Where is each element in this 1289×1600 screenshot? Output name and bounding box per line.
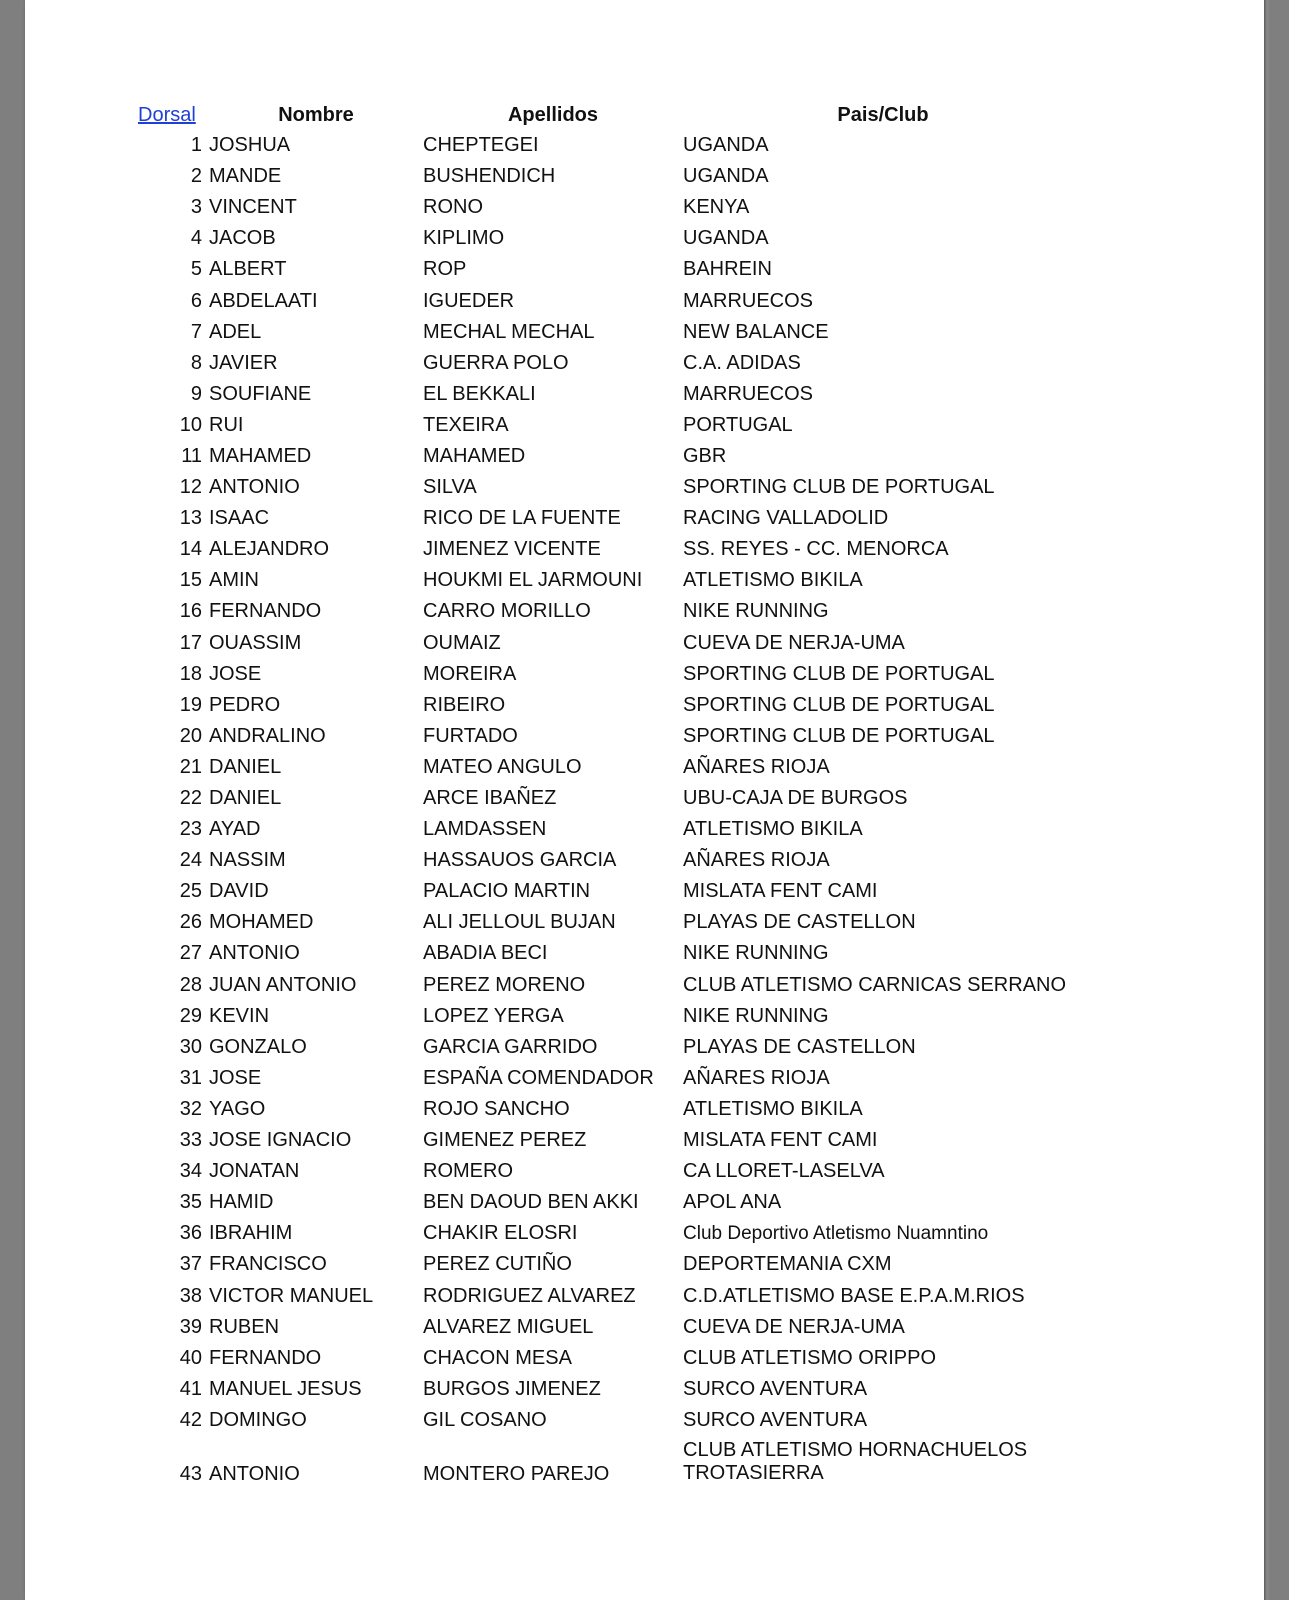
- table-row: [138, 1280, 1083, 1311]
- apellidos-cell: PEREZ CUTIÑO: [423, 1253, 572, 1276]
- nombre-cell: SOUFIANE: [209, 382, 312, 405]
- club-cell: ATLETISMO BIKILA: [683, 1097, 863, 1120]
- table-row: [138, 1218, 1083, 1249]
- table-row: [138, 1094, 1083, 1125]
- table-row: [138, 1032, 1083, 1063]
- table-row: [138, 379, 1083, 410]
- dorsal-cell: 7: [190, 320, 202, 343]
- club-cell: CLUB ATLETISMO ORIPPO: [683, 1346, 937, 1369]
- club-cell: CLUB ATLETISMO HORNACHUELOS TROTASIERRA: [683, 1438, 1028, 1484]
- nombre-cell: GONZALO: [209, 1035, 307, 1058]
- nombre-cell: VINCENT: [209, 196, 297, 219]
- table-row: [138, 130, 1083, 161]
- club-cell: NIKE RUNNING: [683, 1004, 829, 1027]
- nombre-cell: MANUEL JESUS: [209, 1377, 362, 1400]
- table-row: [138, 410, 1083, 441]
- apellidos-cell: MONTERO PAREJO: [423, 1462, 610, 1485]
- club-cell: ATLETISMO BIKILA: [683, 569, 863, 592]
- apellidos-cell: ARCE IBAÑEZ: [423, 787, 557, 810]
- club-cell: NIKE RUNNING: [683, 942, 829, 965]
- table-row: [138, 1405, 1083, 1436]
- dorsal-cell: 17: [179, 631, 202, 654]
- dorsal-cell: 25: [179, 880, 202, 903]
- nombre-cell: ANDRALINO: [209, 724, 326, 747]
- nombre-cell: AYAD: [209, 818, 261, 841]
- dorsal-cell: 39: [179, 1315, 202, 1338]
- nombre-cell: ADEL: [209, 320, 262, 343]
- dorsal-cell: 36: [179, 1222, 202, 1245]
- apellidos-cell: PEREZ MORENO: [423, 973, 586, 996]
- table-row: [138, 441, 1083, 472]
- apellidos-cell: KIPLIMO: [423, 227, 505, 250]
- nombre-cell: MOHAMED: [209, 911, 314, 934]
- apellidos-cell: ROJO SANCHO: [423, 1097, 570, 1120]
- nombre-cell: FERNANDO: [209, 600, 322, 623]
- column-header-pais-club: Pais/Club: [837, 103, 929, 126]
- nombre-cell: NASSIM: [209, 849, 286, 872]
- nombre-cell: JOSE: [209, 1066, 262, 1089]
- table-row: [138, 1156, 1083, 1187]
- nombre-cell: VICTOR MANUEL: [209, 1284, 374, 1307]
- dorsal-cell: 4: [190, 227, 202, 250]
- apellidos-cell: RONO: [423, 196, 483, 219]
- nombre-cell: JOSE IGNACIO: [209, 1129, 352, 1152]
- apellidos-cell: ABADIA BECI: [423, 942, 548, 965]
- club-cell: UGANDA: [683, 134, 769, 157]
- apellidos-cell: CHAKIR ELOSRI: [423, 1222, 578, 1245]
- dorsal-cell: 13: [179, 507, 202, 530]
- club-cell: UGANDA: [683, 165, 769, 188]
- club-cell: MARRUECOS: [683, 382, 814, 405]
- apellidos-cell: TEXEIRA: [423, 413, 509, 436]
- club-cell: NIKE RUNNING: [683, 600, 829, 623]
- table-body: [138, 130, 1083, 1488]
- club-cell: DEPORTEMANIA CXM: [683, 1253, 892, 1276]
- nombre-cell: JOSHUA: [209, 134, 291, 157]
- apellidos-cell: LOPEZ YERGA: [423, 1004, 564, 1027]
- apellidos-cell: CHEPTEGEI: [423, 134, 539, 157]
- table-row: [138, 1249, 1083, 1280]
- dorsal-cell: 6: [190, 289, 202, 312]
- dorsal-cell: 43: [179, 1462, 202, 1485]
- column-header-nombre: Nombre: [278, 103, 354, 126]
- table-row: [138, 938, 1083, 969]
- nombre-cell: OUASSIM: [209, 631, 302, 654]
- dorsal-cell: 19: [179, 693, 202, 716]
- apellidos-cell: ROP: [423, 258, 467, 281]
- apellidos-cell: PALACIO MARTIN: [423, 880, 591, 903]
- dorsal-cell: 31: [179, 1066, 202, 1089]
- club-cell: RACING VALLADOLID: [683, 507, 889, 530]
- nombre-cell: KEVIN: [209, 1004, 270, 1027]
- dorsal-cell: 35: [179, 1191, 202, 1214]
- column-header-apellidos: Apellidos: [507, 103, 598, 126]
- apellidos-cell: RODRIGUEZ ALVAREZ: [423, 1284, 636, 1307]
- dorsal-cell: 21: [179, 755, 202, 778]
- dorsal-cell: 40: [179, 1346, 202, 1369]
- nombre-cell: YAGO: [209, 1097, 266, 1120]
- apellidos-cell: BURGOS JIMENEZ: [423, 1377, 601, 1400]
- nombre-cell: AMIN: [209, 569, 259, 592]
- apellidos-cell: MATEO ANGULO: [423, 755, 582, 778]
- table-header-row: [138, 100, 1083, 130]
- nombre-cell: ANTONIO: [209, 476, 300, 499]
- nombre-cell: IBRAHIM: [209, 1222, 293, 1245]
- club-cell: SS. REYES - CC. MENORCA: [683, 538, 949, 561]
- club-cell: CUEVA DE NERJA-UMA: [683, 631, 905, 654]
- dorsal-cell: 8: [190, 351, 202, 374]
- table-row: [138, 1343, 1083, 1374]
- nombre-cell: DOMINGO: [209, 1408, 307, 1431]
- apellidos-cell: GIL COSANO: [423, 1408, 547, 1431]
- nombre-cell: JUAN ANTONIO: [209, 973, 357, 996]
- dorsal-cell: 10: [179, 413, 202, 436]
- dorsal-cell: 24: [179, 849, 202, 872]
- nombre-cell: JAVIER: [209, 351, 278, 374]
- nombre-cell: JOSE: [209, 662, 262, 685]
- table-row: [138, 254, 1083, 285]
- nombre-cell: ALEJANDRO: [209, 538, 330, 561]
- table-row: [138, 1001, 1083, 1032]
- dorsal-cell: 27: [179, 942, 202, 965]
- dorsal-sort-link[interactable]: Dorsal: [138, 103, 196, 126]
- apellidos-cell: RICO DE LA FUENTE: [423, 507, 621, 530]
- apellidos-cell: GIMENEZ PEREZ: [423, 1129, 587, 1152]
- club-cell: APOL ANA: [683, 1191, 782, 1214]
- table-row: [138, 628, 1083, 659]
- document-page: [25, 0, 1264, 1600]
- club-cell: PORTUGAL: [683, 413, 793, 436]
- club-cell: UBU-CAJA DE BURGOS: [683, 787, 908, 810]
- apellidos-cell: BEN DAOUD BEN AKKI: [423, 1191, 639, 1214]
- apellidos-cell: CHACON MESA: [423, 1346, 572, 1369]
- apellidos-cell: ALI JELLOUL BUJAN: [423, 911, 616, 934]
- apellidos-cell: MECHAL MECHAL: [423, 320, 595, 343]
- club-cell: ATLETISMO BIKILA: [683, 818, 863, 841]
- table-row: [138, 876, 1083, 907]
- apellidos-cell: OUMAIZ: [423, 631, 501, 654]
- table-row: [138, 1187, 1083, 1218]
- apellidos-cell: ESPAÑA COMENDADOR: [423, 1066, 654, 1089]
- club-cell: SPORTING CLUB DE PORTUGAL: [683, 662, 995, 685]
- dorsal-cell: 12: [179, 476, 202, 499]
- nombre-cell: RUI: [209, 413, 244, 436]
- club-cell: AÑARES RIOJA: [683, 755, 830, 778]
- apellidos-cell: ROMERO: [423, 1160, 513, 1183]
- club-cell: BAHREIN: [683, 258, 772, 281]
- table-row: [138, 752, 1083, 783]
- club-cell: MARRUECOS: [683, 289, 814, 312]
- dorsal-cell: 15: [179, 569, 202, 592]
- apellidos-cell: CARRO MORILLO: [423, 600, 591, 623]
- nombre-cell: ISAAC: [209, 507, 270, 530]
- club-cell: SPORTING CLUB DE PORTUGAL: [683, 724, 995, 747]
- table-row: [138, 472, 1083, 503]
- nombre-cell: MANDE: [209, 165, 282, 188]
- dorsal-cell: 30: [179, 1035, 202, 1058]
- table-row: [138, 1312, 1083, 1343]
- table-row: [138, 1125, 1083, 1156]
- table-row: [138, 690, 1083, 721]
- apellidos-cell: HASSAUOS GARCIA: [423, 849, 617, 872]
- table-row: [138, 1063, 1083, 1094]
- nombre-cell: PEDRO: [209, 693, 281, 716]
- dorsal-cell: 5: [190, 258, 202, 281]
- nombre-cell: RUBEN: [209, 1315, 280, 1338]
- apellidos-cell: GUERRA POLO: [423, 351, 569, 374]
- club-cell: CA LLORET-LASELVA: [683, 1160, 885, 1183]
- club-cell: SPORTING CLUB DE PORTUGAL: [683, 693, 995, 716]
- club-cell: AÑARES RIOJA: [683, 849, 830, 872]
- club-cell: CUEVA DE NERJA-UMA: [683, 1315, 905, 1338]
- dorsal-cell: 16: [179, 600, 202, 623]
- table-row: [138, 223, 1083, 254]
- apellidos-cell: SILVA: [423, 476, 477, 499]
- table-row: [138, 721, 1083, 752]
- dorsal-cell: 32: [179, 1097, 202, 1120]
- runners-table: [138, 100, 1083, 1488]
- nombre-cell: MAHAMED: [209, 444, 312, 467]
- club-cell: Club Deportivo Atletismo Nuamntino: [683, 1222, 989, 1244]
- dorsal-cell: 28: [179, 973, 202, 996]
- club-cell: NEW BALANCE: [683, 320, 829, 343]
- table-row: [138, 845, 1083, 876]
- viewer-edge: [1264, 0, 1289, 1600]
- nombre-cell: ALBERT: [209, 258, 287, 281]
- table-row: [138, 317, 1083, 348]
- apellidos-cell: RIBEIRO: [423, 693, 506, 716]
- club-cell: AÑARES RIOJA: [683, 1066, 830, 1089]
- club-cell: KENYA: [683, 196, 750, 219]
- dorsal-cell: 34: [179, 1160, 202, 1183]
- table-row: [138, 596, 1083, 627]
- club-cell: MISLATA FENT CAMI: [683, 1129, 878, 1152]
- apellidos-cell: EL BEKKALI: [423, 382, 536, 405]
- apellidos-cell: MOREIRA: [423, 662, 517, 685]
- club-cell: MISLATA FENT CAMI: [683, 880, 878, 903]
- nombre-cell: JONATAN: [209, 1160, 300, 1183]
- apellidos-cell: GARCIA GARRIDO: [423, 1035, 598, 1058]
- nombre-cell: JACOB: [209, 227, 276, 250]
- table-row: [138, 503, 1083, 534]
- apellidos-cell: FURTADO: [423, 724, 518, 747]
- apellidos-cell: ALVAREZ MIGUEL: [423, 1315, 594, 1338]
- club-cell: PLAYAS DE CASTELLON: [683, 911, 916, 934]
- table-row: [138, 814, 1083, 845]
- table-row: [138, 192, 1083, 223]
- club-cell: SURCO AVENTURA: [683, 1377, 868, 1400]
- nombre-cell: DAVID: [209, 880, 269, 903]
- table-row: [138, 348, 1083, 379]
- table-row: [138, 659, 1083, 690]
- table-row: [138, 161, 1083, 192]
- dorsal-cell: 20: [179, 724, 202, 747]
- club-cell: SPORTING CLUB DE PORTUGAL: [683, 476, 995, 499]
- dorsal-cell: 23: [179, 818, 202, 841]
- dorsal-cell: 42: [179, 1408, 202, 1431]
- dorsal-cell: 33: [179, 1129, 202, 1152]
- dorsal-cell: 11: [181, 444, 202, 467]
- column-header-dorsal[interactable]: [138, 100, 209, 130]
- apellidos-cell: LAMDASSEN: [423, 818, 547, 841]
- apellidos-cell: JIMENEZ VICENTE: [423, 538, 601, 561]
- dorsal-cell: 18: [179, 662, 202, 685]
- dorsal-cell: 41: [179, 1377, 202, 1400]
- nombre-cell: DANIEL: [209, 755, 282, 778]
- club-cell: SURCO AVENTURA: [683, 1408, 868, 1431]
- table-row: [138, 285, 1083, 316]
- club-cell: PLAYAS DE CASTELLON: [683, 1035, 916, 1058]
- table-row: [138, 970, 1083, 1001]
- club-cell: GBR: [683, 444, 727, 467]
- dorsal-cell: 9: [190, 382, 202, 405]
- nombre-cell: FRANCISCO: [209, 1253, 327, 1276]
- dorsal-cell: 22: [179, 787, 202, 810]
- club-cell: C.A. ADIDAS: [683, 351, 801, 374]
- table-row: [138, 907, 1083, 938]
- apellidos-cell: BUSHENDICH: [423, 165, 556, 188]
- dorsal-cell: 3: [190, 196, 202, 219]
- dorsal-cell: 26: [179, 911, 202, 934]
- dorsal-cell: 1: [190, 134, 202, 157]
- club-cell: UGANDA: [683, 227, 769, 250]
- nombre-cell: DANIEL: [209, 787, 282, 810]
- table-row: [138, 1436, 1083, 1488]
- dorsal-cell: 14: [179, 538, 202, 561]
- dorsal-cell: 2: [190, 165, 202, 188]
- table-row: [138, 565, 1083, 596]
- dorsal-cell: 38: [179, 1284, 202, 1307]
- table-row: [138, 1374, 1083, 1405]
- nombre-cell: ANTONIO: [209, 1462, 300, 1485]
- apellidos-cell: MAHAMED: [423, 444, 526, 467]
- dorsal-cell: 29: [179, 1004, 202, 1027]
- nombre-cell: ABDELAATI: [209, 289, 318, 312]
- table-row: [138, 534, 1083, 565]
- dorsal-cell: 37: [179, 1253, 202, 1276]
- club-cell: CLUB ATLETISMO CARNICAS SERRANO: [683, 973, 1067, 996]
- apellidos-cell: HOUKMI EL JARMOUNI: [423, 569, 643, 592]
- nombre-cell: HAMID: [209, 1191, 274, 1214]
- apellidos-cell: IGUEDER: [423, 289, 515, 312]
- table-row: [138, 783, 1083, 814]
- nombre-cell: FERNANDO: [209, 1346, 322, 1369]
- club-cell: C.D.ATLETISMO BASE E.P.A.M.RIOS: [683, 1284, 1025, 1307]
- nombre-cell: ANTONIO: [209, 942, 300, 965]
